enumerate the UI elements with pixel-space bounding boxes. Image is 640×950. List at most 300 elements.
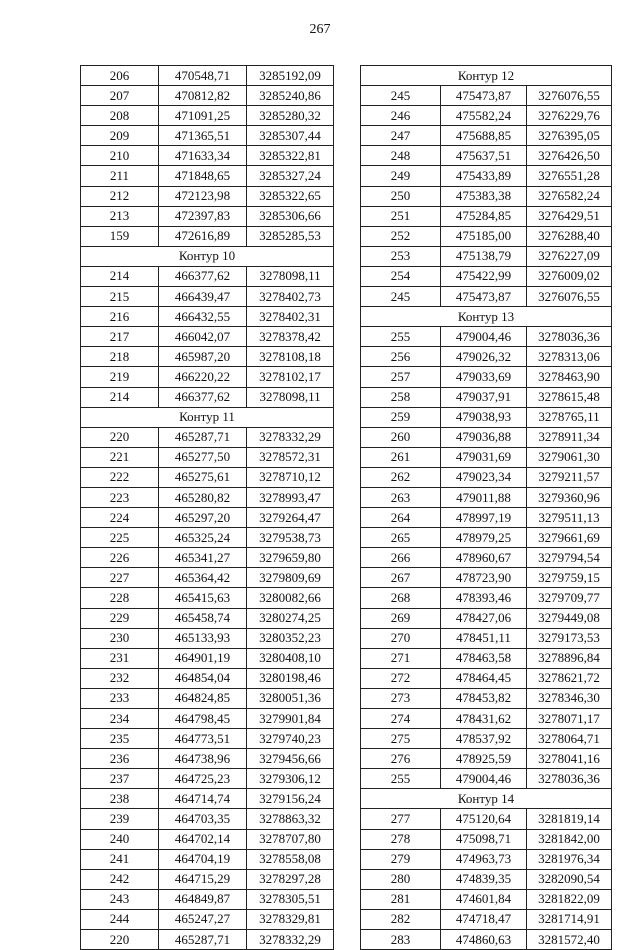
x-coordinate-cell: 475120,64 bbox=[441, 809, 527, 829]
table-row bbox=[361, 829, 612, 849]
y-coordinate-cell: 3279061,30 bbox=[527, 447, 612, 467]
coordinates-table-right bbox=[360, 65, 612, 950]
x-coordinate-cell: 475688,85 bbox=[441, 126, 527, 146]
y-coordinate-cell: 3278332,29 bbox=[247, 427, 334, 447]
y-coordinate-cell: 3278108,18 bbox=[247, 347, 334, 367]
x-coordinate-cell: 464702,14 bbox=[159, 829, 247, 849]
table-row bbox=[361, 487, 612, 507]
point-number-cell: 226 bbox=[81, 548, 159, 568]
table-row bbox=[81, 749, 334, 769]
y-coordinate-cell: 3276426,50 bbox=[527, 146, 612, 166]
table-row bbox=[361, 206, 612, 226]
y-coordinate-cell: 3276227,09 bbox=[527, 246, 612, 266]
y-coordinate-cell: 3285192,09 bbox=[247, 66, 334, 86]
table-row bbox=[81, 487, 334, 507]
x-coordinate-cell: 465987,20 bbox=[159, 347, 247, 367]
point-number-cell: 239 bbox=[81, 809, 159, 829]
point-number-cell: 159 bbox=[81, 226, 159, 246]
contour-header-row bbox=[361, 789, 612, 809]
table-row bbox=[361, 608, 612, 628]
y-coordinate-cell: 3276076,55 bbox=[527, 86, 612, 106]
point-number-cell: 280 bbox=[361, 869, 441, 889]
contour-header-row bbox=[81, 407, 334, 427]
point-number-cell: 230 bbox=[81, 628, 159, 648]
x-coordinate-cell: 464725,23 bbox=[159, 769, 247, 789]
x-coordinate-cell: 465287,71 bbox=[159, 930, 247, 950]
contour-header-row bbox=[81, 246, 334, 266]
x-coordinate-cell: 478537,92 bbox=[441, 729, 527, 749]
point-number-cell: 270 bbox=[361, 628, 441, 648]
table-row bbox=[361, 367, 612, 387]
table-row bbox=[81, 729, 334, 749]
x-coordinate-cell: 479004,46 bbox=[441, 327, 527, 347]
table-row bbox=[81, 307, 334, 327]
x-coordinate-cell: 478464,45 bbox=[441, 668, 527, 688]
y-coordinate-cell: 3276395,05 bbox=[527, 126, 612, 146]
table-row bbox=[81, 427, 334, 447]
x-coordinate-cell: 475098,71 bbox=[441, 829, 527, 849]
y-coordinate-cell: 3276429,51 bbox=[527, 206, 612, 226]
table-row bbox=[361, 86, 612, 106]
table-row bbox=[361, 246, 612, 266]
point-number-cell: 215 bbox=[81, 287, 159, 307]
x-coordinate-cell: 475138,79 bbox=[441, 246, 527, 266]
y-coordinate-cell: 3285322,65 bbox=[247, 186, 334, 206]
y-coordinate-cell: 3279809,69 bbox=[247, 568, 334, 588]
y-coordinate-cell: 3278313,06 bbox=[527, 347, 612, 367]
x-coordinate-cell: 472616,89 bbox=[159, 226, 247, 246]
table-row bbox=[361, 930, 612, 950]
x-coordinate-cell: 466042,07 bbox=[159, 327, 247, 347]
y-coordinate-cell: 3276288,40 bbox=[527, 226, 612, 246]
table-row bbox=[81, 930, 334, 950]
point-number-cell: 235 bbox=[81, 729, 159, 749]
y-coordinate-cell: 3282090,54 bbox=[527, 869, 612, 889]
point-number-cell: 234 bbox=[81, 709, 159, 729]
x-coordinate-cell: 474718,47 bbox=[441, 909, 527, 929]
x-coordinate-cell: 464715,29 bbox=[159, 869, 247, 889]
table-row bbox=[81, 367, 334, 387]
table-row bbox=[81, 126, 334, 146]
x-coordinate-cell: 465275,61 bbox=[159, 467, 247, 487]
point-number-cell: 206 bbox=[81, 66, 159, 86]
contour-header: Контур 11 bbox=[81, 407, 334, 427]
x-coordinate-cell: 474963,73 bbox=[441, 849, 527, 869]
table-row bbox=[81, 789, 334, 809]
y-coordinate-cell: 3278993,47 bbox=[247, 487, 334, 507]
table-row bbox=[81, 548, 334, 568]
y-coordinate-cell: 3279661,69 bbox=[527, 528, 612, 548]
point-number-cell: 216 bbox=[81, 307, 159, 327]
point-number-cell: 222 bbox=[81, 467, 159, 487]
x-coordinate-cell: 470812,82 bbox=[159, 86, 247, 106]
table-row bbox=[361, 628, 612, 648]
x-coordinate-cell: 475473,87 bbox=[441, 287, 527, 307]
x-coordinate-cell: 464824,85 bbox=[159, 688, 247, 708]
x-coordinate-cell: 479026,32 bbox=[441, 347, 527, 367]
x-coordinate-cell: 465133,93 bbox=[159, 628, 247, 648]
x-coordinate-cell: 478925,59 bbox=[441, 749, 527, 769]
table-row bbox=[361, 588, 612, 608]
point-number-cell: 229 bbox=[81, 608, 159, 628]
point-number-cell: 269 bbox=[361, 608, 441, 628]
y-coordinate-cell: 3278621,72 bbox=[527, 668, 612, 688]
table-row bbox=[81, 186, 334, 206]
y-coordinate-cell: 3276009,02 bbox=[527, 266, 612, 286]
y-coordinate-cell: 3279211,57 bbox=[527, 467, 612, 487]
y-coordinate-cell: 3279173,53 bbox=[527, 628, 612, 648]
table-row bbox=[81, 588, 334, 608]
table-row bbox=[81, 809, 334, 829]
point-number-cell: 274 bbox=[361, 709, 441, 729]
y-coordinate-cell: 3285327,24 bbox=[247, 166, 334, 186]
point-number-cell: 223 bbox=[81, 487, 159, 507]
table-row bbox=[361, 287, 612, 307]
y-coordinate-cell: 3280408,10 bbox=[247, 648, 334, 668]
table-row bbox=[361, 668, 612, 688]
table-row bbox=[361, 106, 612, 126]
table-row bbox=[361, 709, 612, 729]
point-number-cell: 211 bbox=[81, 166, 159, 186]
x-coordinate-cell: 479037,91 bbox=[441, 387, 527, 407]
point-number-cell: 250 bbox=[361, 186, 441, 206]
table-row bbox=[81, 709, 334, 729]
point-number-cell: 271 bbox=[361, 648, 441, 668]
y-coordinate-cell: 3278911,34 bbox=[527, 427, 612, 447]
x-coordinate-cell: 464738,96 bbox=[159, 749, 247, 769]
x-coordinate-cell: 464704,19 bbox=[159, 849, 247, 869]
table-row bbox=[81, 287, 334, 307]
y-coordinate-cell: 3278615,48 bbox=[527, 387, 612, 407]
y-coordinate-cell: 3280082,66 bbox=[247, 588, 334, 608]
y-coordinate-cell: 3276076,55 bbox=[527, 287, 612, 307]
page-number: 267 bbox=[309, 22, 331, 37]
point-number-cell: 251 bbox=[361, 206, 441, 226]
table-row bbox=[361, 688, 612, 708]
x-coordinate-cell: 465297,20 bbox=[159, 508, 247, 528]
y-coordinate-cell: 3279709,77 bbox=[527, 588, 612, 608]
point-number-cell: 214 bbox=[81, 387, 159, 407]
x-coordinate-cell: 472123,98 bbox=[159, 186, 247, 206]
x-coordinate-cell: 465287,71 bbox=[159, 427, 247, 447]
table-row bbox=[81, 528, 334, 548]
point-number-cell: 220 bbox=[81, 930, 159, 950]
y-coordinate-cell: 3281842,00 bbox=[527, 829, 612, 849]
y-coordinate-cell: 3285285,53 bbox=[247, 226, 334, 246]
point-number-cell: 276 bbox=[361, 749, 441, 769]
x-coordinate-cell: 479004,46 bbox=[441, 769, 527, 789]
contour-header: Контур 14 bbox=[361, 789, 612, 809]
y-coordinate-cell: 3285240,86 bbox=[247, 86, 334, 106]
point-number-cell: 244 bbox=[81, 909, 159, 929]
y-coordinate-cell: 3279449,08 bbox=[527, 608, 612, 628]
table-row bbox=[361, 889, 612, 909]
table-row bbox=[81, 628, 334, 648]
table-row bbox=[361, 166, 612, 186]
y-coordinate-cell: 3278572,31 bbox=[247, 447, 334, 467]
table-row bbox=[361, 729, 612, 749]
point-number-cell: 227 bbox=[81, 568, 159, 588]
y-coordinate-cell: 3276229,76 bbox=[527, 106, 612, 126]
table-row bbox=[81, 829, 334, 849]
x-coordinate-cell: 471091,25 bbox=[159, 106, 247, 126]
x-coordinate-cell: 472397,83 bbox=[159, 206, 247, 226]
table-row bbox=[361, 769, 612, 789]
table-row bbox=[361, 266, 612, 286]
point-number-cell: 268 bbox=[361, 588, 441, 608]
y-coordinate-cell: 3278332,29 bbox=[247, 930, 334, 950]
x-coordinate-cell: 465415,63 bbox=[159, 588, 247, 608]
x-coordinate-cell: 474860,63 bbox=[441, 930, 527, 950]
y-coordinate-cell: 3279360,96 bbox=[527, 487, 612, 507]
x-coordinate-cell: 478997,19 bbox=[441, 508, 527, 528]
point-number-cell: 252 bbox=[361, 226, 441, 246]
y-coordinate-cell: 3276551,28 bbox=[527, 166, 612, 186]
table-row bbox=[81, 648, 334, 668]
point-number-cell: 214 bbox=[81, 266, 159, 286]
contour-header: Контур 12 bbox=[361, 66, 612, 86]
x-coordinate-cell: 465341,27 bbox=[159, 548, 247, 568]
y-coordinate-cell: 3278297,28 bbox=[247, 869, 334, 889]
point-number-cell: 266 bbox=[361, 548, 441, 568]
point-number-cell: 267 bbox=[361, 568, 441, 588]
table-row bbox=[361, 327, 612, 347]
y-coordinate-cell: 3278098,11 bbox=[247, 266, 334, 286]
table-row bbox=[361, 186, 612, 206]
table-row bbox=[81, 387, 334, 407]
point-number-cell: 263 bbox=[361, 487, 441, 507]
y-coordinate-cell: 3278463,90 bbox=[527, 367, 612, 387]
y-coordinate-cell: 3276582,24 bbox=[527, 186, 612, 206]
x-coordinate-cell: 464854,04 bbox=[159, 668, 247, 688]
y-coordinate-cell: 3285280,32 bbox=[247, 106, 334, 126]
y-coordinate-cell: 3281819,14 bbox=[527, 809, 612, 829]
point-number-cell: 245 bbox=[361, 287, 441, 307]
point-number-cell: 240 bbox=[81, 829, 159, 849]
point-number-cell: 237 bbox=[81, 769, 159, 789]
x-coordinate-cell: 474839,35 bbox=[441, 869, 527, 889]
y-coordinate-cell: 3278102,17 bbox=[247, 367, 334, 387]
y-coordinate-cell: 3279659,80 bbox=[247, 548, 334, 568]
y-coordinate-cell: 3278896,84 bbox=[527, 648, 612, 668]
y-coordinate-cell: 3278098,11 bbox=[247, 387, 334, 407]
x-coordinate-cell: 464703,35 bbox=[159, 809, 247, 829]
x-coordinate-cell: 465280,82 bbox=[159, 487, 247, 507]
table-row bbox=[361, 226, 612, 246]
table-row bbox=[81, 327, 334, 347]
y-coordinate-cell: 3281572,40 bbox=[527, 930, 612, 950]
point-number-cell: 283 bbox=[361, 930, 441, 950]
table-row bbox=[81, 889, 334, 909]
table-row bbox=[361, 387, 612, 407]
point-number-cell: 273 bbox=[361, 688, 441, 708]
x-coordinate-cell: 475637,51 bbox=[441, 146, 527, 166]
y-coordinate-cell: 3285322,81 bbox=[247, 146, 334, 166]
point-number-cell: 279 bbox=[361, 849, 441, 869]
table-row bbox=[81, 106, 334, 126]
point-number-cell: 254 bbox=[361, 266, 441, 286]
table-row bbox=[361, 648, 612, 668]
table-row bbox=[361, 467, 612, 487]
x-coordinate-cell: 478393,46 bbox=[441, 588, 527, 608]
y-coordinate-cell: 3278402,73 bbox=[247, 287, 334, 307]
y-coordinate-cell: 3285306,66 bbox=[247, 206, 334, 226]
contour-header: Контур 10 bbox=[81, 246, 334, 266]
point-number-cell: 238 bbox=[81, 789, 159, 809]
x-coordinate-cell: 478453,82 bbox=[441, 688, 527, 708]
y-coordinate-cell: 3280051,36 bbox=[247, 688, 334, 708]
point-number-cell: 208 bbox=[81, 106, 159, 126]
x-coordinate-cell: 475383,38 bbox=[441, 186, 527, 206]
x-coordinate-cell: 475473,87 bbox=[441, 86, 527, 106]
y-coordinate-cell: 3278558,08 bbox=[247, 849, 334, 869]
x-coordinate-cell: 471848,65 bbox=[159, 166, 247, 186]
point-number-cell: 217 bbox=[81, 327, 159, 347]
point-number-cell: 242 bbox=[81, 869, 159, 889]
point-number-cell: 210 bbox=[81, 146, 159, 166]
point-number-cell: 225 bbox=[81, 528, 159, 548]
point-number-cell: 278 bbox=[361, 829, 441, 849]
x-coordinate-cell: 474601,84 bbox=[441, 889, 527, 909]
table-row bbox=[81, 467, 334, 487]
point-number-cell: 232 bbox=[81, 668, 159, 688]
table-row bbox=[81, 66, 334, 86]
contour-header-row bbox=[361, 66, 612, 86]
point-number-cell: 236 bbox=[81, 749, 159, 769]
table-row bbox=[361, 869, 612, 889]
point-number-cell: 233 bbox=[81, 688, 159, 708]
y-coordinate-cell: 3278402,31 bbox=[247, 307, 334, 327]
table-row bbox=[81, 869, 334, 889]
point-number-cell: 221 bbox=[81, 447, 159, 467]
table-row bbox=[361, 407, 612, 427]
y-coordinate-cell: 3279759,15 bbox=[527, 568, 612, 588]
table-row bbox=[361, 749, 612, 769]
x-coordinate-cell: 465458,74 bbox=[159, 608, 247, 628]
table-row bbox=[81, 608, 334, 628]
point-number-cell: 228 bbox=[81, 588, 159, 608]
point-number-cell: 275 bbox=[361, 729, 441, 749]
x-coordinate-cell: 478451,11 bbox=[441, 628, 527, 648]
point-number-cell: 245 bbox=[361, 86, 441, 106]
contour-header-row bbox=[361, 307, 612, 327]
x-coordinate-cell: 471365,51 bbox=[159, 126, 247, 146]
y-coordinate-cell: 3285307,44 bbox=[247, 126, 334, 146]
table-row bbox=[81, 146, 334, 166]
y-coordinate-cell: 3278378,42 bbox=[247, 327, 334, 347]
table-row bbox=[361, 447, 612, 467]
table-row bbox=[361, 849, 612, 869]
point-number-cell: 241 bbox=[81, 849, 159, 869]
x-coordinate-cell: 475185,00 bbox=[441, 226, 527, 246]
x-coordinate-cell: 479033,69 bbox=[441, 367, 527, 387]
point-number-cell: 264 bbox=[361, 508, 441, 528]
table-row bbox=[81, 769, 334, 789]
point-number-cell: 277 bbox=[361, 809, 441, 829]
point-number-cell: 207 bbox=[81, 86, 159, 106]
table-row bbox=[81, 668, 334, 688]
point-number-cell: 218 bbox=[81, 347, 159, 367]
point-number-cell: 272 bbox=[361, 668, 441, 688]
x-coordinate-cell: 478427,06 bbox=[441, 608, 527, 628]
table-row bbox=[81, 909, 334, 929]
table-row bbox=[361, 146, 612, 166]
table-row bbox=[81, 688, 334, 708]
y-coordinate-cell: 3281822,09 bbox=[527, 889, 612, 909]
y-coordinate-cell: 3279901,84 bbox=[247, 709, 334, 729]
point-number-cell: 255 bbox=[361, 769, 441, 789]
point-number-cell: 243 bbox=[81, 889, 159, 909]
table-row bbox=[361, 568, 612, 588]
point-number-cell: 209 bbox=[81, 126, 159, 146]
x-coordinate-cell: 475433,89 bbox=[441, 166, 527, 186]
table-row bbox=[361, 909, 612, 929]
point-number-cell: 249 bbox=[361, 166, 441, 186]
point-number-cell: 220 bbox=[81, 427, 159, 447]
x-coordinate-cell: 466377,62 bbox=[159, 387, 247, 407]
point-number-cell: 219 bbox=[81, 367, 159, 387]
point-number-cell: 213 bbox=[81, 206, 159, 226]
x-coordinate-cell: 478723,90 bbox=[441, 568, 527, 588]
x-coordinate-cell: 475284,85 bbox=[441, 206, 527, 226]
x-coordinate-cell: 464798,45 bbox=[159, 709, 247, 729]
table-row bbox=[81, 266, 334, 286]
x-coordinate-cell: 475422,99 bbox=[441, 266, 527, 286]
table-row bbox=[361, 548, 612, 568]
table-row bbox=[361, 347, 612, 367]
point-number-cell: 281 bbox=[361, 889, 441, 909]
table-row bbox=[361, 809, 612, 829]
y-coordinate-cell: 3280274,25 bbox=[247, 608, 334, 628]
y-coordinate-cell: 3279456,66 bbox=[247, 749, 334, 769]
y-coordinate-cell: 3278064,71 bbox=[527, 729, 612, 749]
x-coordinate-cell: 464901,19 bbox=[159, 648, 247, 668]
y-coordinate-cell: 3278707,80 bbox=[247, 829, 334, 849]
y-coordinate-cell: 3279306,12 bbox=[247, 769, 334, 789]
y-coordinate-cell: 3279794,54 bbox=[527, 548, 612, 568]
point-number-cell: 247 bbox=[361, 126, 441, 146]
x-coordinate-cell: 464773,51 bbox=[159, 729, 247, 749]
y-coordinate-cell: 3280198,46 bbox=[247, 668, 334, 688]
table-row bbox=[81, 86, 334, 106]
x-coordinate-cell: 465277,50 bbox=[159, 447, 247, 467]
y-coordinate-cell: 3279511,13 bbox=[527, 508, 612, 528]
contour-header: Контур 13 bbox=[361, 307, 612, 327]
table-row bbox=[361, 126, 612, 146]
x-coordinate-cell: 470548,71 bbox=[159, 66, 247, 86]
point-number-cell: 255 bbox=[361, 327, 441, 347]
point-number-cell: 262 bbox=[361, 467, 441, 487]
y-coordinate-cell: 3278863,32 bbox=[247, 809, 334, 829]
coordinates-table-left bbox=[80, 65, 334, 950]
y-coordinate-cell: 3278346,30 bbox=[527, 688, 612, 708]
y-coordinate-cell: 3279156,24 bbox=[247, 789, 334, 809]
y-coordinate-cell: 3278036,36 bbox=[527, 327, 612, 347]
table-row bbox=[81, 206, 334, 226]
x-coordinate-cell: 466377,62 bbox=[159, 266, 247, 286]
table-row bbox=[81, 347, 334, 367]
table-row bbox=[361, 528, 612, 548]
y-coordinate-cell: 3278036,36 bbox=[527, 769, 612, 789]
table-row bbox=[361, 427, 612, 447]
x-coordinate-cell: 465325,24 bbox=[159, 528, 247, 548]
x-coordinate-cell: 478431,62 bbox=[441, 709, 527, 729]
y-coordinate-cell: 3281976,34 bbox=[527, 849, 612, 869]
point-number-cell: 246 bbox=[361, 106, 441, 126]
point-number-cell: 282 bbox=[361, 909, 441, 929]
y-coordinate-cell: 3280352,23 bbox=[247, 628, 334, 648]
y-coordinate-cell: 3279538,73 bbox=[247, 528, 334, 548]
